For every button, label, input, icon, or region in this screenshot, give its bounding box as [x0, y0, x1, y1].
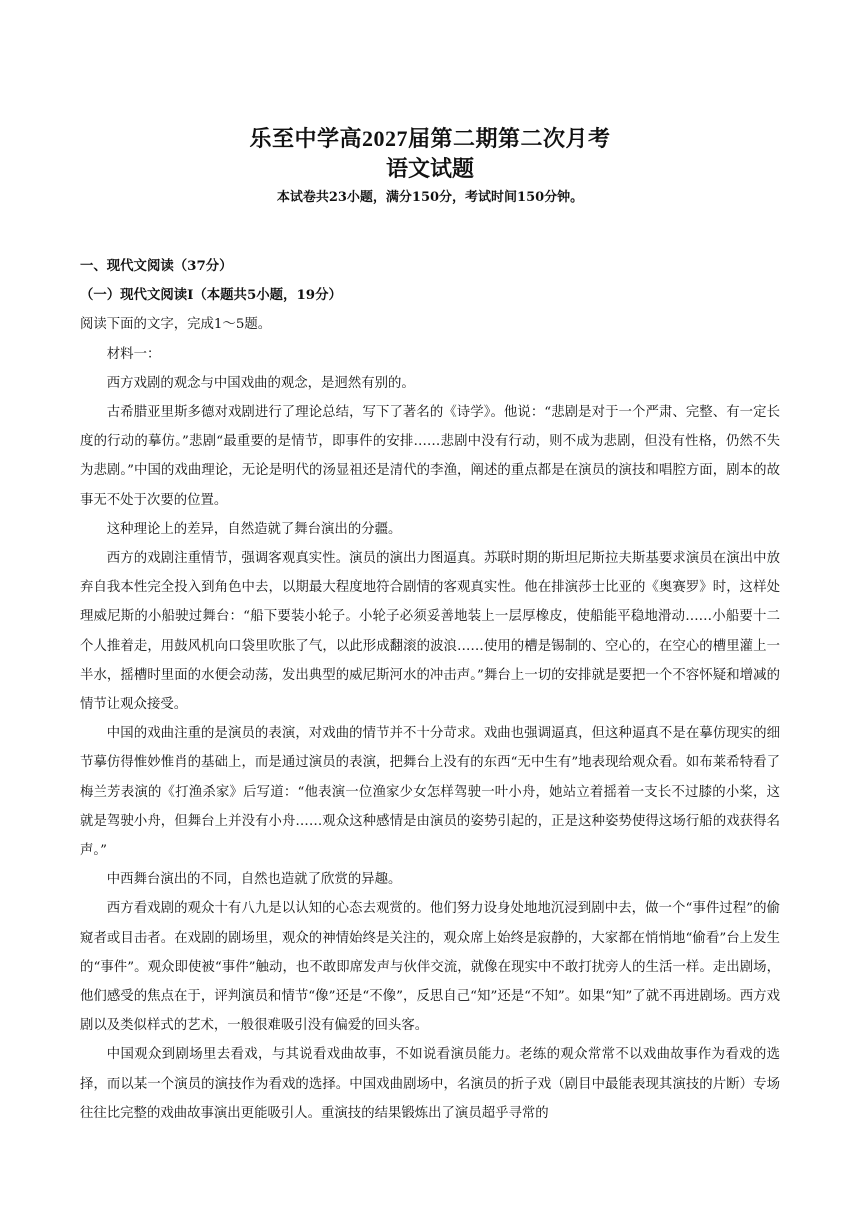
paragraph: 西方的戏剧注重情节，强调客观真实性。演员的演出力图逼真。苏联时期的斯坦尼斯拉夫斯基要求演员在演出中放弃自我本性完全投入到角色中去，以期最大程度地符合剧情的客观真实性。他在排演莎士比亚的《奥赛罗》时，这样处理威尼斯的小船驶过舞台：“船下要装小轮子。小轮子必须妥善地装上一层厚橡皮，使船能平稳地滑动……小船要十二个人推着走，用鼓风机向口袋里吹胀了气，以此形成翻滚的波浪……使用的槽是锡制的、空心的，在空心的槽里灌上一半水，摇槽时里面的水便会动荡，发出典型的威尼斯河水的冲击声。”舞台上一切的安排就是要把一个不容怀疑和增减的情节让观众接受。: [80, 551, 780, 713]
paragraph: 中西舞台演出的不同，自然也造就了欣赏的异趣。: [106, 872, 402, 888]
exam-subtitle: 语文试题: [385, 156, 474, 181]
exam-body: [80, 252, 780, 1128]
exam-note: 本试卷共23小题，满分150分，考试时间150分钟。: [276, 190, 584, 205]
paragraph: 西方看戏剧的观众十有八九是以认知的心态去观赏的。他们努力设身处地地沉浸到剧中去，做一个“事件过程”的偷窥者或目击者。在戏剧的剧场里，观众的神情始终是关注的，观众席上始终是寂静的，大家都在悄悄地“偷看”台上发生的“事件”。观众即使被“事件”触动，也不敢即席发声与伙伴交流，就像在现实中不敢打扰旁人的生活一样。走出剧场，他们感受的焦点在于，评判演员和情节“像”还是“不像”，反思自己“知”还是“不知”。如果“知”了就不再进剧场。西方戏剧以及类似样式的艺术，一般很难吸引没有偏爱的回头客。: [80, 901, 780, 1034]
paragraph: 古希腊亚里斯多德对戏剧进行了理论总结，写下了著名的《诗学》。他说：“悲剧是对于一个严肃、完整、有一定长度的行动的摹仿。”悲剧“最重要的是情节，即事件的安排……悲剧中没有行动，则不成为悲剧，但没有性格，仍然不失为悲剧。”中国的戏曲理论，无论是明代的汤显祖还是清代的李渔，阐述的重点都是在演员的演技和唱腔方面，剧本的故事无不处于次要的位置。: [80, 405, 780, 508]
reading-instruction: 阅读下面的文字，完成1～5题。: [80, 317, 272, 333]
material-label: 材料一：: [106, 346, 161, 362]
paragraph: 这种理论上的差异，自然造就了舞台演出的分疆。: [106, 521, 402, 537]
paragraph: 西方戏剧的观念与中国戏曲的观念，是迥然有别的。: [106, 375, 415, 391]
exam-title: 乐至中学高2027届第二期第二次月考: [249, 126, 611, 151]
paragraph: 中国的戏曲注重的是演员的表演，对戏曲的情节并不十分苛求。戏曲也强调逼真，但这种逼真不是在摹仿现实的细节摹仿得惟妙惟肖的基础上，而是通过演员的表演，把舞台上没有的东西“无中生有”地表现给观众看。如布莱希特看了梅兰芳表演的《打渔杀家》后写道：“他表演一位渔家少女怎样驾驶一叶小舟，她站立着摇着一支长不过膝的小桨，这就是驾驶小舟，但舞台上并没有小舟……观众这种感情是由演员的姿势引起的，正是这种姿势使得这场行船的戏获得名声。”: [80, 726, 780, 859]
paragraph: 中国观众到剧场里去看戏，与其说看戏曲故事，不如说看演员能力。老练的观众常常不以戏曲故事作为看戏的选择，而以某一个演员的演技作为看戏的选择。中国戏曲剧场中，名演员的折子戏（剧目中最能表现其演技的片断）专场往往比完整的戏曲故事演出更能吸引人。重演技的结果锻炼出了演员超乎寻常的: [80, 1047, 780, 1121]
section-heading: 一、现代文阅读（37分）: [80, 258, 233, 274]
exam-header: [0, 124, 860, 210]
sub-section-heading: （一）现代文阅读Ⅰ（本题共5小题，19分）: [80, 287, 342, 304]
